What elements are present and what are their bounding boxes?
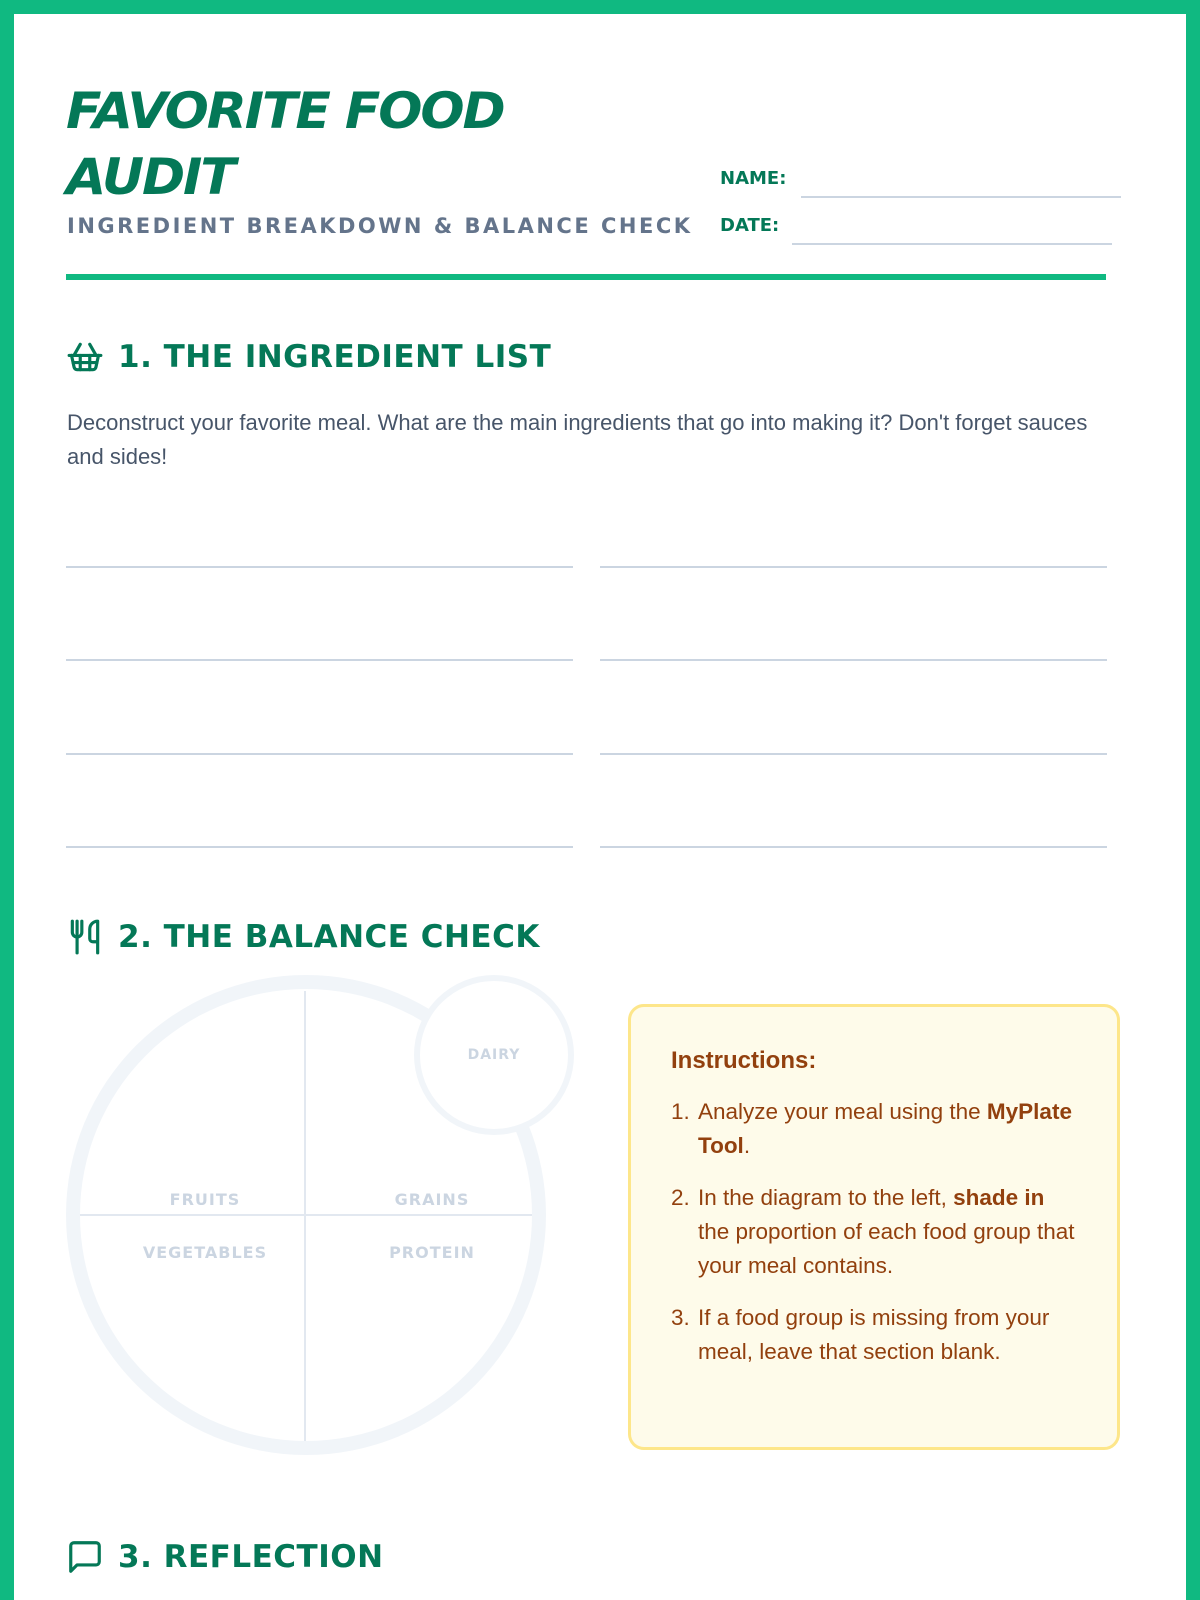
utensils-icon (66, 918, 104, 956)
vegetables-section-label: VEGETABLES (142, 1243, 268, 1262)
grains-section-label: GRAINS (394, 1190, 470, 1209)
ingredient-line[interactable] (600, 753, 1107, 755)
page-title (66, 78, 648, 210)
myplate-tool-emphasis: MyPlate Tool (698, 1099, 1072, 1158)
plate-divider-vertical (304, 991, 306, 1441)
ingredient-line[interactable] (66, 846, 573, 848)
ingredient-line[interactable] (600, 846, 1107, 848)
dairy-label: DAIRY (467, 1047, 521, 1063)
title-line-1: FAVORITE FOOD (66, 82, 504, 140)
plate-divider-horizontal (80, 1214, 532, 1216)
instruction-item: 3. If a food group is missing from your meal, leave that section blank. (671, 1305, 1050, 1364)
basket-icon (66, 338, 104, 376)
section-ingredient-list-heading (66, 338, 551, 376)
date-field[interactable] (792, 243, 1112, 245)
fruits-section-label: FRUITS (169, 1190, 241, 1209)
section-1-title: 1. THE INGREDIENT LIST (118, 339, 552, 375)
shade-in-emphasis: shade in (953, 1185, 1045, 1210)
ingredient-line[interactable] (66, 659, 573, 661)
name-field[interactable] (801, 196, 1121, 198)
instruction-item: 2. In the diagram to the left, shade in the proportion of each food group that your meal contains. (671, 1185, 1075, 1278)
instructions-box (628, 1004, 1120, 1450)
ingredient-line[interactable] (600, 566, 1107, 568)
section-1-intro: Deconstruct your favorite meal. What are the main ingredients that go into making it? Don't forget sauces and sides! (67, 410, 1088, 469)
section-reflection-heading (66, 1538, 384, 1576)
title-line-2: AUDIT (66, 148, 234, 206)
protein-section-label: PROTEIN (389, 1243, 475, 1262)
page-subtitle: INGREDIENT BREAKDOWN & BALANCE CHECK (67, 214, 693, 238)
ingredient-line[interactable] (66, 753, 573, 755)
date-label: DATE: (720, 215, 780, 236)
ingredient-line[interactable] (600, 659, 1107, 661)
instructions-title: Instructions: (671, 1047, 817, 1074)
name-label: NAME: (720, 168, 787, 189)
section-2-title: 2. THE BALANCE CHECK (118, 919, 540, 955)
section-3-title: 3. REFLECTION (118, 1539, 384, 1575)
chat-bubble-icon (66, 1538, 104, 1576)
instruction-item: 1. Analyze your meal using the MyPlate Tool. (671, 1099, 1072, 1158)
section-balance-check-heading (66, 918, 540, 956)
dairy-circle[interactable] (414, 975, 574, 1135)
ingredient-line[interactable] (66, 566, 573, 568)
header-divider (66, 274, 1106, 280)
